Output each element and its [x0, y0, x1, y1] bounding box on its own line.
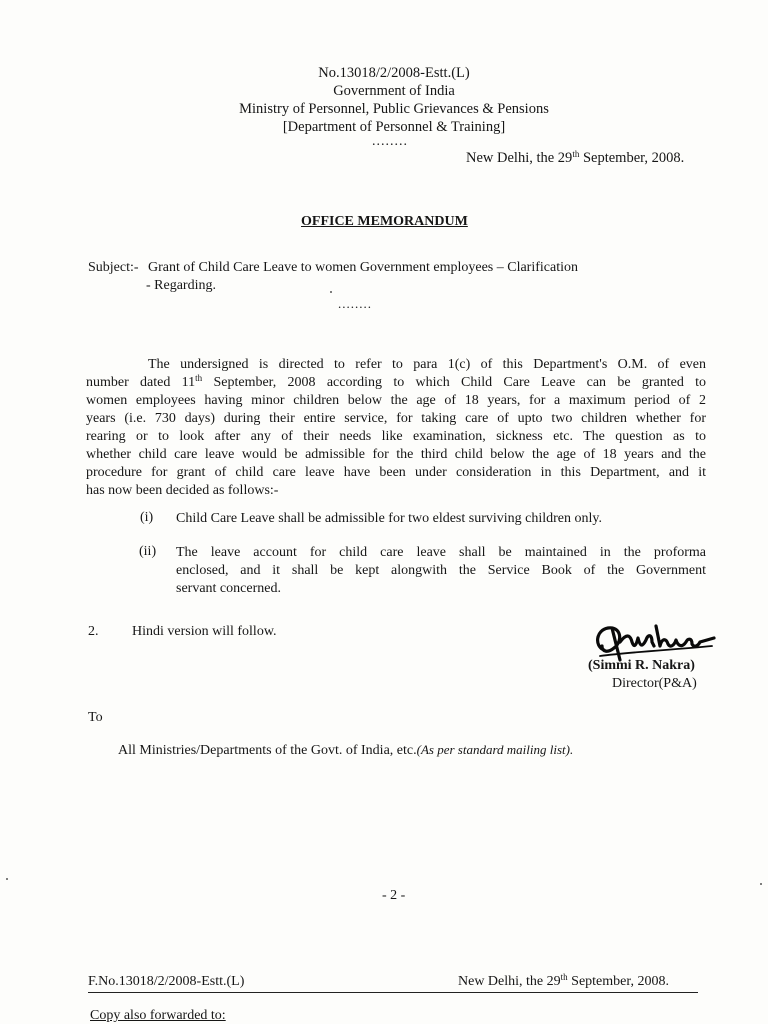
government-line: Government of India [333, 83, 455, 99]
footer-file-number: F.No.13018/2/2008-Estt.(L) [88, 974, 245, 989]
subject-separator: ........ [338, 296, 372, 311]
paragraph-line: women employees having minor children below the age of 18 years, for a maximum period of 2 [86, 393, 706, 408]
department-line: [Department of Personnel & Training] [282, 119, 506, 135]
list-item-line: servant concerned. [176, 581, 281, 596]
ministry-line: Ministry of Personnel, Public Grievances & Pensions [239, 101, 549, 117]
paragraph-line: The undersigned is directed to refer to para 1(c) of this Department's O.M. of even [148, 357, 706, 372]
header-separator: ........ [372, 134, 408, 149]
body-paragraph-1 [86, 356, 706, 500]
list-item [176, 544, 706, 598]
signatory-name: (Simmi R. Nakra) [588, 658, 695, 673]
paragraph-line: years (i.e. 730 days) during their entire service, for taking care of upto two children whether for [86, 411, 706, 426]
paragraph-2-text: Hindi version will follow. [132, 624, 277, 639]
list-item-line: enclosed, and it shall be kept alongwith the Service Book of the Government [176, 563, 706, 578]
file-number: No.13018/2/2008-Estt.(L) [318, 65, 470, 81]
scan-speck [760, 883, 762, 885]
scan-speck [6, 878, 8, 880]
list-item-line: Child Care Leave shall be admissible for two eldest surviving children only. [176, 511, 602, 526]
memo-heading: OFFICE MEMORANDUM [301, 214, 468, 229]
paragraph-line: whether child care leave would be admissible for the third child below the age of 18 years and the [86, 447, 706, 462]
list-item-line: The leave account for child care leave shall be maintained in the proforma [176, 545, 706, 560]
footer-rule [88, 992, 698, 993]
scan-speck [330, 291, 332, 293]
footer-date: New Delhi, the 29th September, 2008. [458, 972, 669, 989]
subject-label: Subject:- [88, 260, 139, 275]
signatory-designation: Director(P&A) [612, 676, 697, 691]
paragraph-line: procedure for grant of child care leave have been under consideration in this Department, and it [86, 465, 706, 480]
item-number: (ii) [139, 544, 157, 559]
paragraph-line: has now been decided as follows:- [86, 483, 279, 498]
place-date: New Delhi, the 29th September, 2008. [466, 149, 685, 166]
subject-line-2: - Regarding. [146, 278, 216, 293]
paragraph-line: number dated 11th September, 2008 according to which Child Care Leave can be granted to [86, 373, 706, 390]
copy-forwarded-label: Copy also forwarded to: [90, 1008, 226, 1023]
list-item [176, 510, 706, 528]
subject-line-1: Grant of Child Care Leave to women Government employees – Clarification [148, 260, 578, 275]
item-number: (i) [140, 510, 154, 525]
paragraph-line: rearing or to look after any of their needs like examination, sickness etc. The question as to [86, 429, 706, 444]
paragraph-2-number: 2. [88, 624, 99, 639]
page-number: - 2 - [382, 888, 406, 903]
to-label: To [88, 710, 103, 725]
recipient-line: All Ministries/Departments of the Govt. of India, etc.(As per standard mailing list). [118, 742, 574, 758]
